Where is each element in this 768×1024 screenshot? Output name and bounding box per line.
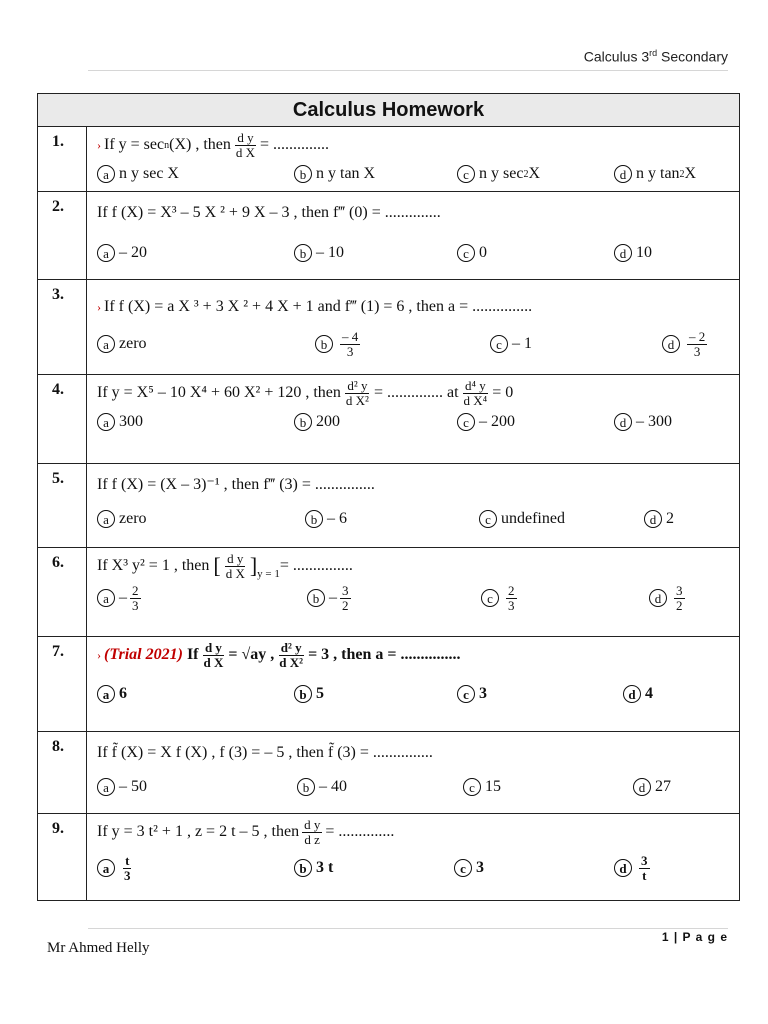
question-number: 1.	[38, 127, 87, 191]
option-a[interactable]: a zero	[97, 510, 305, 528]
author-name: Mr Ahmed Helly	[47, 940, 150, 956]
answer-options	[97, 413, 729, 431]
question-stem: › If y = sec n (X) , then $\frac{\text{d y}}{\text{d X}}$ = ..............	[97, 130, 330, 160]
option-b[interactable]: b – $\frac{3}{2}$	[307, 584, 481, 612]
option-a[interactable]: a $\frac{t}{3}$	[97, 854, 294, 882]
option-b[interactable]: b – 40	[297, 778, 463, 796]
question-number: 4.	[38, 375, 87, 463]
page-number: 1 | P a g e	[661, 930, 728, 944]
option-a[interactable]: a – 50	[97, 778, 297, 796]
page-header: Calculus 3rd Secondary	[583, 48, 728, 65]
option-b[interactable]: b 200	[294, 413, 457, 431]
question-2	[38, 192, 739, 280]
answer-options	[97, 165, 729, 183]
question-number: 5.	[38, 464, 87, 547]
answer-options	[97, 330, 729, 358]
option-a[interactable]: a 300	[97, 413, 294, 431]
question-stem: If X³ y² = 1 , then [ $\frac{\text{d y}}{\text{d X}}$ ] y = 1 = ...............	[97, 551, 353, 581]
answer-options	[97, 685, 729, 703]
option-a[interactable]: a zero	[97, 335, 315, 353]
option-d[interactable]: d 2	[644, 510, 674, 528]
option-c[interactable]: c $\frac{2}{3}$	[481, 584, 649, 612]
question-stem: If f (X) = X³ – 5 X ² + 9 X – 3 , then f‴ (0) = ..............	[97, 204, 441, 221]
option-b[interactable]: b – 10	[294, 244, 457, 262]
option-a[interactable]: a – 20	[97, 244, 294, 262]
question-stem: If f̃ (X) = X f (X) , f (3) = – 5 , then f̃ (3) = ...............	[97, 744, 433, 761]
question-number: 6.	[38, 548, 87, 636]
option-d[interactable]: d – 300	[614, 413, 672, 431]
option-c[interactable]: c – 200	[457, 413, 614, 431]
option-c[interactable]: c 0	[457, 244, 614, 262]
question-number: 9.	[38, 814, 87, 900]
question-1	[38, 127, 739, 192]
option-d[interactable]: d 10	[614, 244, 652, 262]
option-a[interactable]: a 6	[97, 685, 294, 703]
header-divider	[88, 70, 728, 71]
question-number: 2.	[38, 192, 87, 279]
question-number: 3.	[38, 280, 87, 374]
option-c[interactable]: c n y sec 2 X	[457, 165, 614, 183]
question-8	[38, 732, 739, 814]
option-a[interactable]: a n y sec X	[97, 165, 294, 183]
option-b[interactable]: b 5	[294, 685, 457, 703]
option-b[interactable]: b $\frac{- 4}{3}$	[315, 330, 490, 358]
option-b[interactable]: b n y tan X	[294, 165, 457, 183]
answer-options	[97, 244, 729, 262]
question-stem: If y = X⁵ – 10 X⁴ + 60 X² + 120 , then $\frac{\text{d² y}}{\text{d X²}}$ = .............. at $\frac{\text{d⁴ y}}{\text{d X⁴}}$ = 0	[97, 378, 514, 408]
homework-title: Calculus Homework	[38, 94, 739, 127]
question-6	[38, 548, 739, 637]
trial-label: (Trial 2021)	[104, 646, 183, 664]
question-number: 7.	[38, 637, 87, 731]
answer-options	[97, 778, 729, 796]
question-stem: › (Trial 2021) If $\frac{\text{d y}}{\text{d X}}$ = √ay , $\frac{\text{d² y}}{\text{d X²}}$ = 3 , then a = ...............	[97, 640, 461, 670]
option-b[interactable]: b – 6	[305, 510, 479, 528]
option-d[interactable]: d n y tan 2 X	[614, 165, 696, 183]
question-stem: If f (X) = (X – 3)⁻¹ , then f‴ (3) = ...............	[97, 476, 375, 493]
option-c[interactable]: c undefined	[479, 510, 644, 528]
question-stem: › If f (X) = a X ³ + 3 X ² + 4 X + 1 and f‴ (1) = 6 , then a = ...............	[97, 298, 533, 315]
option-d[interactable]: d $\frac{3}{t}$	[614, 854, 653, 882]
question-9	[38, 814, 739, 900]
answer-options	[97, 584, 729, 612]
question-3	[38, 280, 739, 375]
option-c[interactable]: c 15	[463, 778, 633, 796]
question-number: 8.	[38, 732, 87, 813]
option-d[interactable]: d $\frac{- 2}{3}$	[662, 330, 710, 358]
answer-options	[97, 854, 729, 882]
option-d[interactable]: d 27	[633, 778, 671, 796]
answer-options	[97, 510, 729, 528]
question-stem: If y = 3 t² + 1 , z = 2 t – 5 , then $\frac{\text{d y}}{\text{d z}}$ = ..............	[97, 817, 395, 847]
option-d[interactable]: d $\frac{3}{2}$	[649, 584, 688, 612]
question-7	[38, 637, 739, 732]
option-b[interactable]: b 3 t	[294, 859, 454, 877]
option-c[interactable]: c 3	[457, 685, 623, 703]
footer-divider	[88, 928, 728, 929]
question-4	[38, 375, 739, 464]
question-5	[38, 464, 739, 548]
option-c[interactable]: c 3	[454, 859, 614, 877]
homework-table	[37, 93, 740, 901]
option-a[interactable]: a – $\frac{2}{3}$	[97, 584, 307, 612]
option-c[interactable]: c – 1	[490, 335, 662, 353]
option-d[interactable]: d 4	[623, 685, 653, 703]
